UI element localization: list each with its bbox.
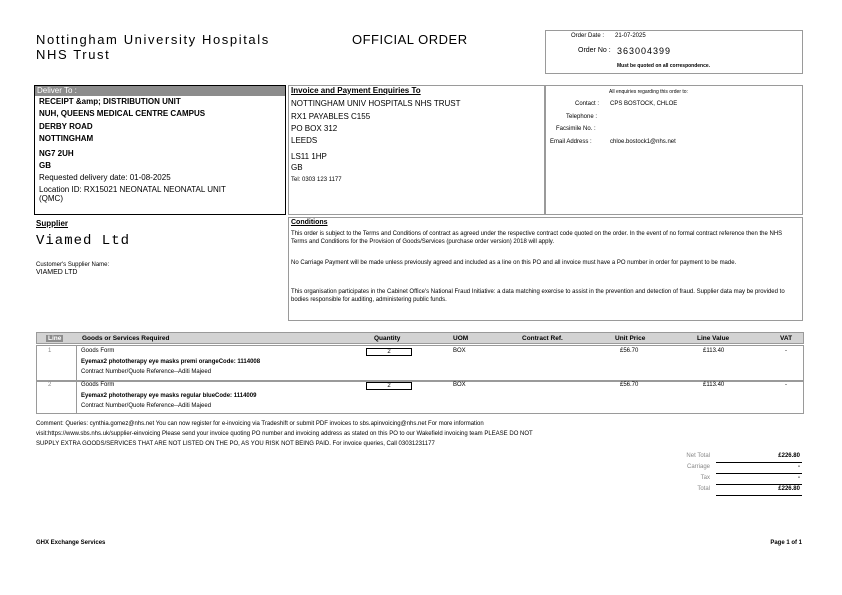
doc-title: OFFICIAL ORDER [352, 32, 468, 47]
row-line-number: 2 [48, 382, 52, 388]
conditions-para3: This organisation participates in the Cabinet Office's National Fraud Initiative: a data matching exercise to assist in the prevention and detection of fraud. Supplier data may be provided to bodies responsible for auditing, administering public funds. [291, 289, 785, 303]
row-line-value: £113.40 [703, 382, 725, 388]
invoice-line2: RX1 PAYABLES C155 [291, 112, 371, 121]
table-header [36, 332, 804, 344]
trust-name [36, 32, 270, 62]
email-label: Email Address : [550, 139, 592, 145]
row-unit-price: £56.70 [620, 382, 639, 388]
deliver-to-heading: Deliver To : [35, 86, 285, 96]
tax-label: Tax [700, 475, 710, 481]
email-address[interactable]: chloe.bostock1@nhs.net [610, 139, 676, 145]
invoice-line1: NOTTINGHAM UNIV HOSPITALS NHS TRUST [291, 99, 461, 108]
row-vat: - [785, 348, 787, 354]
row-uom: BOX [453, 382, 466, 388]
invoice-line4: LEEDS [291, 136, 318, 145]
footer-page-number: Page 1 of 1 [770, 540, 802, 546]
total-label: Total [697, 486, 710, 492]
col-vat: VAT [780, 335, 793, 342]
row-quantity: 2 [366, 348, 412, 356]
trust-name-line2: NHS Trust [36, 47, 111, 62]
row-vat: - [785, 382, 787, 388]
deliver-to-line5: NG7 2UH [39, 149, 74, 158]
conditions-para2: No Carriage Payment will be made unless previously agreed and included as a line on this PO and all invoice must have a PO number in order for payment to be made. [291, 260, 737, 266]
row-uom: BOX [453, 348, 466, 354]
invoice-tel: Tel: 0303 123 1177 [291, 177, 342, 183]
location-id: Location ID: RX15021 NEONATAL NEONATAL UNIT [39, 185, 226, 194]
col-contract-ref: Contract Ref. [522, 335, 563, 342]
row-description: Eyemax2 phototherapy eye masks premi orangeCode: 1114008 [81, 359, 261, 365]
trust-name-line1: Nottingham University Hospitals [36, 32, 270, 47]
row-unit-price: £56.70 [620, 348, 639, 354]
col-uom: UOM [453, 335, 469, 342]
deliver-to-line4: NOTTINGHAM [39, 134, 94, 143]
invoice-line3: PO BOX 312 [291, 124, 338, 133]
requested-delivery-date: Requested delivery date: 01-08-2025 [39, 173, 171, 182]
deliver-to-line2: NUH, QUEENS MEDICAL CENTRE CAMPUS [39, 109, 206, 118]
comment-line1: Comment: Queries: cynthia.gomez@nhs.net You can now register for e-invoicing via Tradeshift or submit PDF invoices to sbs.apinvoicing@nhs.net For more information [36, 421, 484, 427]
telephone-label: Telephone : [566, 114, 598, 120]
invoice-line5: LS11 1HP [291, 152, 327, 161]
customer-supplier-label: Customer's Supplier Name: [36, 262, 110, 268]
order-no: 363004399 [617, 46, 672, 56]
deliver-to-line6: GB [39, 161, 51, 170]
carriage-value: - [798, 464, 800, 470]
conditions-para1: This order is subject to the Terms and Conditions of contract as agreed under the respective contract code quoted on the order. In the event of no formal contract reference then the NHS Terms and Conditions for the Provision of Goods/Services (purchase order version) 2018 will apply. [291, 231, 783, 245]
total-value: £226.80 [778, 486, 800, 492]
enquiries-heading: All enquiries regarding this order to: [609, 89, 688, 95]
invoice-line6: GB [291, 163, 303, 172]
tax-value: - [798, 475, 800, 481]
location-id-cont: (QMC) [39, 194, 63, 203]
customer-supplier-name: VIAMED LTD [36, 269, 78, 276]
col-goods: Goods or Services Required [82, 335, 170, 342]
conditions-heading: Conditions [291, 219, 328, 226]
col-line: Line [48, 335, 62, 342]
facsimile-label: Facsimile No. : [556, 126, 596, 132]
contact-label: Contact : [575, 101, 600, 107]
row-quantity: 2 [366, 382, 412, 390]
contact-name: CPS BOSTOCK, CHLOE [610, 101, 678, 107]
net-total-label: Net Total [686, 453, 710, 459]
row-goods-form: Goods Form [81, 382, 115, 388]
comment-line3: SUPPLY EXTRA GOODS/SERVICES THAT ARE NOT LISTED ON THE PO, AS YOU RISK NOT BEING PAID. For invoice queries, Call 03031231177 [36, 441, 435, 447]
invoice-heading: Invoice and Payment Enquiries To [291, 86, 421, 95]
row-goods-form: Goods Form [81, 348, 115, 354]
row-contract-ref-line: Contract Number/Quote Reference--Aditi Majeed [81, 369, 212, 375]
supplier-heading: Supplier [36, 219, 69, 228]
row-line-number: 1 [48, 348, 52, 354]
order-date-label: Order Date : [571, 33, 605, 39]
row-description: Eyemax2 phototherapy eye masks regular blueCode: 1114009 [81, 393, 257, 399]
comment-line2: visit:https://www.sbs.nhs.uk/supplier-einvoicing Please send your invoice quoting PO number and invoicing address as stated on this PO to our Wakefield invoicing team PLEASE DO NOT [36, 431, 533, 437]
order-date: 21-07-2025 [615, 33, 646, 39]
footer-left: GHX Exchange Services [36, 540, 106, 546]
net-total-value: £226.80 [778, 453, 800, 459]
carriage-label: Carriage [686, 464, 710, 470]
row-contract-ref-line: Contract Number/Quote Reference--Aditi Majeed [81, 403, 212, 409]
order-no-label: Order No : [578, 47, 611, 54]
deliver-to-line3: DERBY ROAD [39, 122, 93, 131]
supplier-name-logo: Viamed Ltd [36, 233, 131, 249]
quote-note: Must be quoted on all correspondence. [617, 63, 711, 69]
row-line-value: £113.40 [703, 348, 725, 354]
col-unit-price: Unit Price [615, 335, 646, 342]
col-quantity: Quantity [374, 335, 401, 342]
deliver-to-line1: RECEIPT &amp; DISTRIBUTION UNIT [39, 97, 181, 106]
col-line-value: Line Value [697, 335, 730, 342]
